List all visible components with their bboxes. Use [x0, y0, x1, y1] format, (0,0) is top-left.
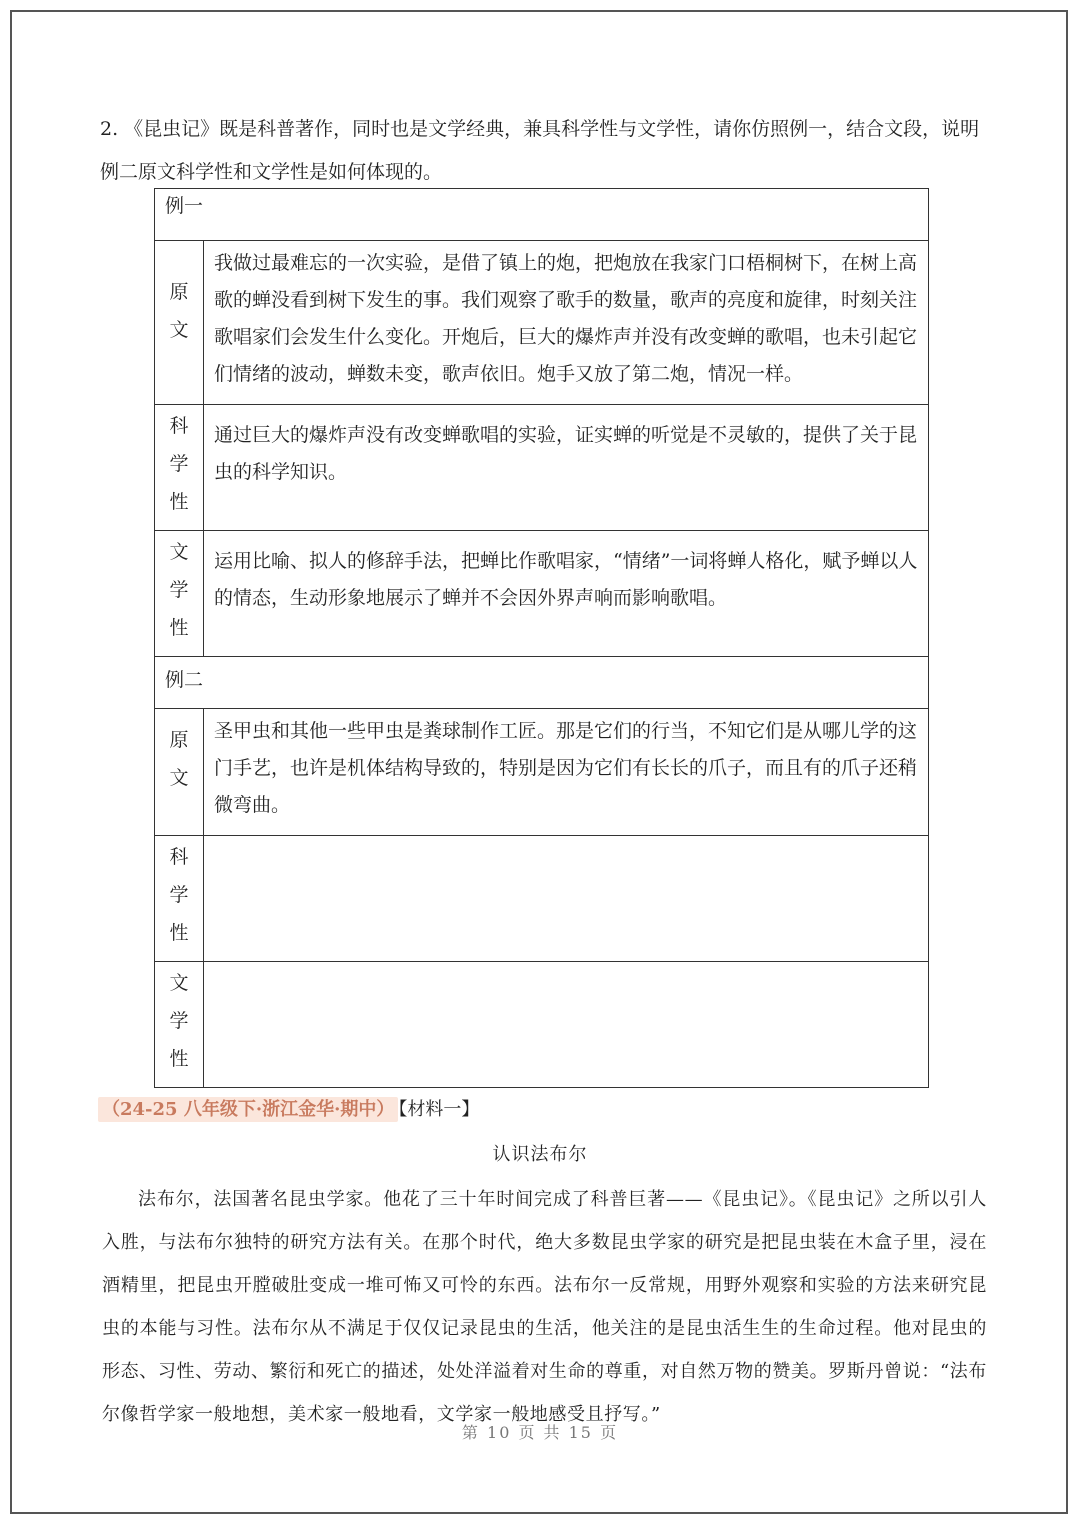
example2-science-answer[interactable] — [204, 836, 929, 962]
page-footer: 第 10 页 共 15 页 — [461, 1423, 619, 1442]
example1-science-label: 科 学 性 — [155, 405, 204, 531]
source-tag: （24-25 八年级下·浙江金华·期中） — [98, 1097, 398, 1122]
example2-original-label: 原 文 — [155, 709, 204, 836]
passage-title: 认识法布尔 — [492, 1144, 588, 1165]
example1-original-label: 原 文 — [155, 241, 204, 405]
source-line — [98, 1096, 479, 1124]
example2-original-text: 圣甲虫和其他一些甲虫是粪球制作工匠。那是它们的行当，不知它们是从哪儿学的这门手艺，也许是机体结构导致的，特别是因为它们有长长的爪子，而且有的爪子还稍微弯曲。 — [204, 709, 929, 836]
question-text: 2. 《昆虫记》既是科普著作，同时也是文学经典，兼具科学性与文学性，请你仿照例一，结合文段，说明例二原文科学性和文学性是如何体现的。 — [100, 118, 980, 183]
material-label: 【材料一】 — [398, 1099, 480, 1120]
passage-text: 法布尔，法国著名昆虫学家。他花了三十年时间完成了科普巨著——《昆虫记》。《昆虫记》之所以引人入胜，与法布尔独特的研究方法有关。在那个时代，绝大多数昆虫学家的研究是把昆虫装在木盒子里，浸在酒精里，把昆虫开膛破肚变成一堆可怖又可怜的东西。法布尔一反常规，用野外观察和实验的方法来研究昆虫的本能与习性。法布尔从不满足于仅仅记录昆虫的生活，他关注的是昆虫活生生的生命过程。他对昆虫的形态、习性、劳动、繁衍和死亡的描述，处处洋溢着对生命的尊重，对自然万物的赞美。罗斯丹曾说：“法布尔像哲学家一般地想，美术家一般地看，文学家一般地感受且抒写。” — [102, 1189, 987, 1425]
example2-literary-label: 文 学 性 — [155, 962, 204, 1088]
example2-header: 例二 — [155, 657, 929, 709]
example-table — [154, 188, 929, 1088]
example1-original-text: 我做过最难忘的一次实验，是借了镇上的炮，把炮放在我家门口梧桐树下，在树上高歌的蝉没看到树下发生的事。我们观察了歌手的数量，歌声的亮度和旋律，时刻关注歌唱家们会发生什么变化。开炮后，巨大的爆炸声并没有改变蝉的歌唱，也未引起它们情绪的波动，蝉数未变，歌声依旧。炮手又放了第二炮，情况一样。 — [204, 241, 929, 405]
example1-science-text: 通过巨大的爆炸声没有改变蝉歌唱的实验，证实蝉的听觉是不灵敏的，提供了关于昆虫的科学知识。 — [204, 405, 929, 531]
example1-literary-text: 运用比喻、拟人的修辞手法，把蝉比作歌唱家，“情绪”一词将蝉人格化，赋予蝉以人的情态，生动形象地展示了蝉并不会因外界声响而影响歌唱。 — [204, 531, 929, 657]
example2-literary-answer[interactable] — [204, 962, 929, 1088]
example2-science-label: 科 学 性 — [155, 836, 204, 962]
example1-header: 例一 — [155, 189, 929, 241]
example1-literary-label: 文 学 性 — [155, 531, 204, 657]
